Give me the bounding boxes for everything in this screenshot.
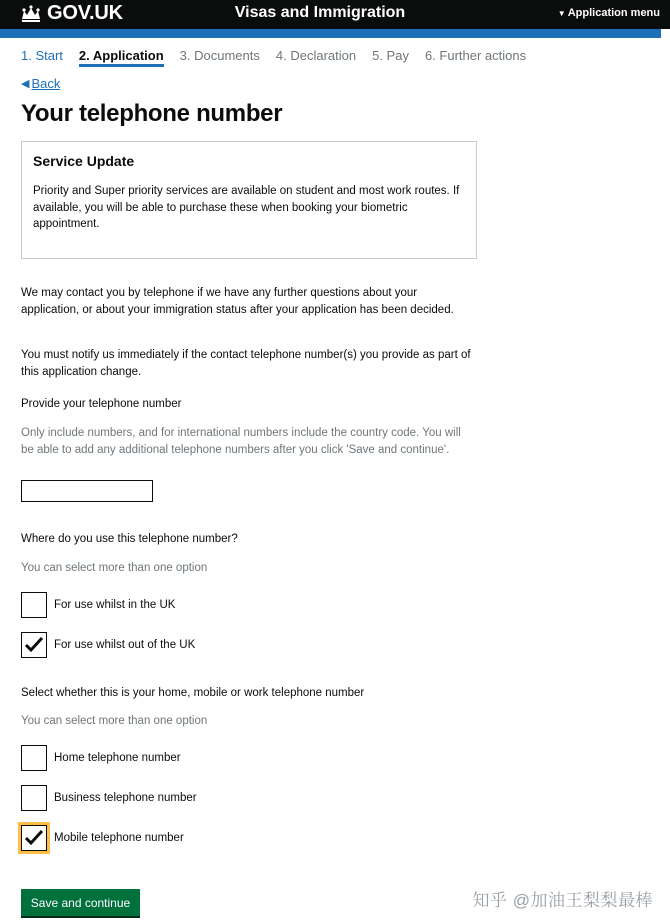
type-hint: You can select more than one option xyxy=(21,715,208,727)
service-update-panel xyxy=(21,141,477,259)
option-out-of-uk-label: For use whilst out of the UK xyxy=(54,639,196,651)
notice-body: Priority and Super priority services are available on student and most work routes. If available, you will be able to purchase these when booking your biometric appointment. xyxy=(33,185,460,230)
telephone-input[interactable] xyxy=(21,480,153,502)
header-accent-bar xyxy=(0,29,661,38)
application-menu-button[interactable] xyxy=(558,7,660,19)
progress-steps xyxy=(21,48,542,67)
back-link[interactable] xyxy=(21,76,60,91)
intro-paragraph-contact: We may contact you by telephone if we have any further questions about your application, or about your immigration status after your application has been decided. xyxy=(21,287,454,316)
telephone-hint: Only include numbers, and for international numbers include the country code. You will be able to add any additional telephone numbers after you click 'Save and continue'. xyxy=(21,427,461,456)
site-header xyxy=(0,0,670,29)
usage-hint: You can select more than one option xyxy=(21,562,208,574)
option-business-label: Business telephone number xyxy=(54,792,197,804)
back-arrow-icon: ◀ xyxy=(21,78,30,90)
caret-down-icon: ▼ xyxy=(557,8,566,18)
back-link-label: Back xyxy=(31,76,61,91)
application-menu-label: Application menu xyxy=(567,7,660,19)
option-mobile[interactable] xyxy=(21,825,184,851)
logo-text: GOV.UK xyxy=(47,2,123,24)
option-out-of-uk[interactable] xyxy=(21,632,195,658)
checkmark-icon xyxy=(24,636,44,654)
step-start[interactable]: 1. Start xyxy=(21,48,63,63)
checkbox-out-of-uk[interactable] xyxy=(21,632,47,658)
service-name[interactable]: Visas and Immigration xyxy=(234,4,406,21)
checkbox-mobile[interactable] xyxy=(21,825,47,851)
checkbox-home[interactable] xyxy=(21,745,47,771)
option-business[interactable] xyxy=(21,785,197,811)
option-in-uk[interactable] xyxy=(21,592,175,618)
telephone-label: Provide your telephone number xyxy=(21,398,182,410)
step-application: 2. Application xyxy=(79,48,164,67)
option-home-label: Home telephone number xyxy=(54,752,181,764)
step-documents: 3. Documents xyxy=(179,48,260,63)
step-further-actions: 6. Further actions xyxy=(424,48,527,63)
watermark-text: 知乎 @加油王梨梨最棒 xyxy=(472,891,653,910)
usage-question: Where do you use this telephone number? xyxy=(21,533,238,545)
checkbox-business[interactable] xyxy=(21,785,47,811)
checkbox-in-uk[interactable] xyxy=(21,592,47,618)
option-in-uk-label: For use whilst in the UK xyxy=(54,599,176,611)
intro-paragraph-notify: You must notify us immediately if the contact telephone number(s) you provide as part of this application change. xyxy=(21,349,471,378)
page-title: Your telephone number xyxy=(21,100,283,127)
checkmark-icon xyxy=(24,829,44,847)
notice-title: Service Update xyxy=(33,153,135,169)
step-pay: 5. Pay xyxy=(372,48,409,63)
step-declaration: 4. Declaration xyxy=(275,48,357,63)
save-and-continue-button[interactable]: Save and continue xyxy=(21,889,140,916)
option-home[interactable] xyxy=(21,745,181,771)
type-question: Select whether this is your home, mobile or work telephone number xyxy=(21,687,365,699)
option-mobile-label: Mobile telephone number xyxy=(54,832,184,844)
